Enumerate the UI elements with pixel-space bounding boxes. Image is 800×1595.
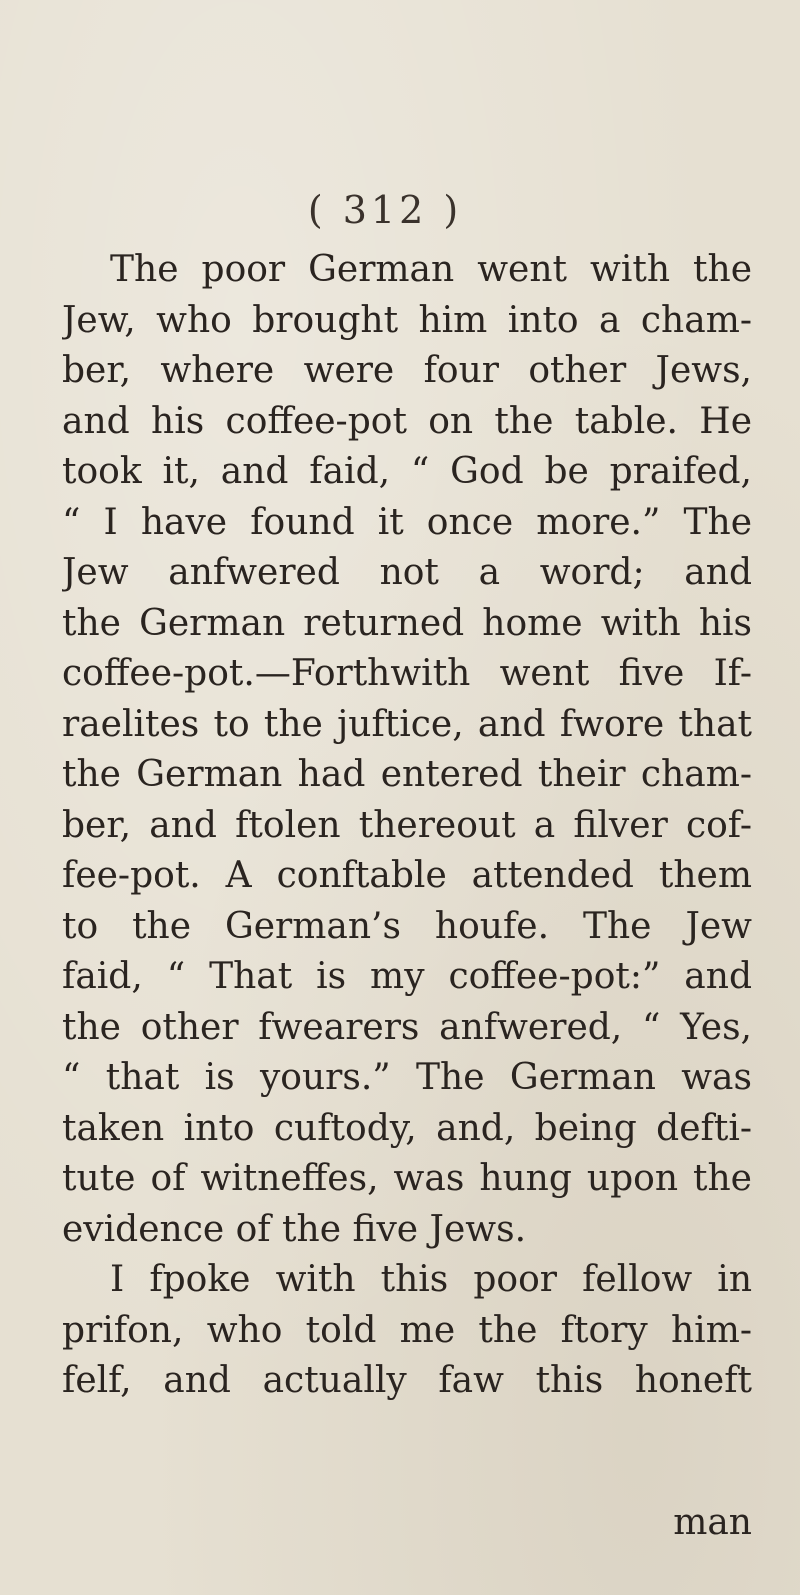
text-line: I fpoke with this poor fellow in xyxy=(110,1259,752,1300)
text-line: “ that is yours.” The German was xyxy=(62,1057,752,1098)
text-line: took it, and faid, “ God be praifed, xyxy=(62,451,752,492)
text-line: tute of witneffes, was hung upon the xyxy=(62,1158,752,1199)
text-line: felf, and actually faw this honeft xyxy=(62,1360,752,1401)
body-text xyxy=(62,245,752,1407)
text-line: evidence of the five Jews. xyxy=(62,1208,527,1250)
text-line: “ I have found it once more.” The xyxy=(62,501,752,543)
text-line: The poor German went with the xyxy=(110,249,752,290)
text-line: and his coffee-pot on the table. He xyxy=(62,400,752,442)
page-number: ( 312 ) xyxy=(307,188,463,232)
text-line: coffee-pot.—Forthwith went five If- xyxy=(62,653,752,694)
text-line: the German had entered their cham- xyxy=(62,754,752,795)
text-line: Jew, who brought him into a cham- xyxy=(62,299,752,341)
text-line: Jew anfwered not a word; and xyxy=(62,552,752,593)
text-line: prifon, who told me the ftory him- xyxy=(62,1309,752,1351)
catchword: man xyxy=(673,1502,752,1543)
text-line: taken into cuftody, and, being defti- xyxy=(62,1107,752,1149)
text-line: fee-pot. A conftable attended them xyxy=(62,855,752,896)
text-line: faid, “ That is my coffee-pot:” and xyxy=(62,956,752,997)
text-line: the other fwearers anfwered, “ Yes, xyxy=(62,1006,752,1048)
text-line: the German returned home with his xyxy=(62,602,752,644)
text-line: raelites to the juftice, and fwore that xyxy=(62,703,752,745)
text-line: to the German’s houfe. The Jew xyxy=(62,905,752,947)
text-line: ber, where were four other Jews, xyxy=(62,350,752,391)
text-line: ber, and ftolen thereout a filver cof- xyxy=(62,804,752,846)
